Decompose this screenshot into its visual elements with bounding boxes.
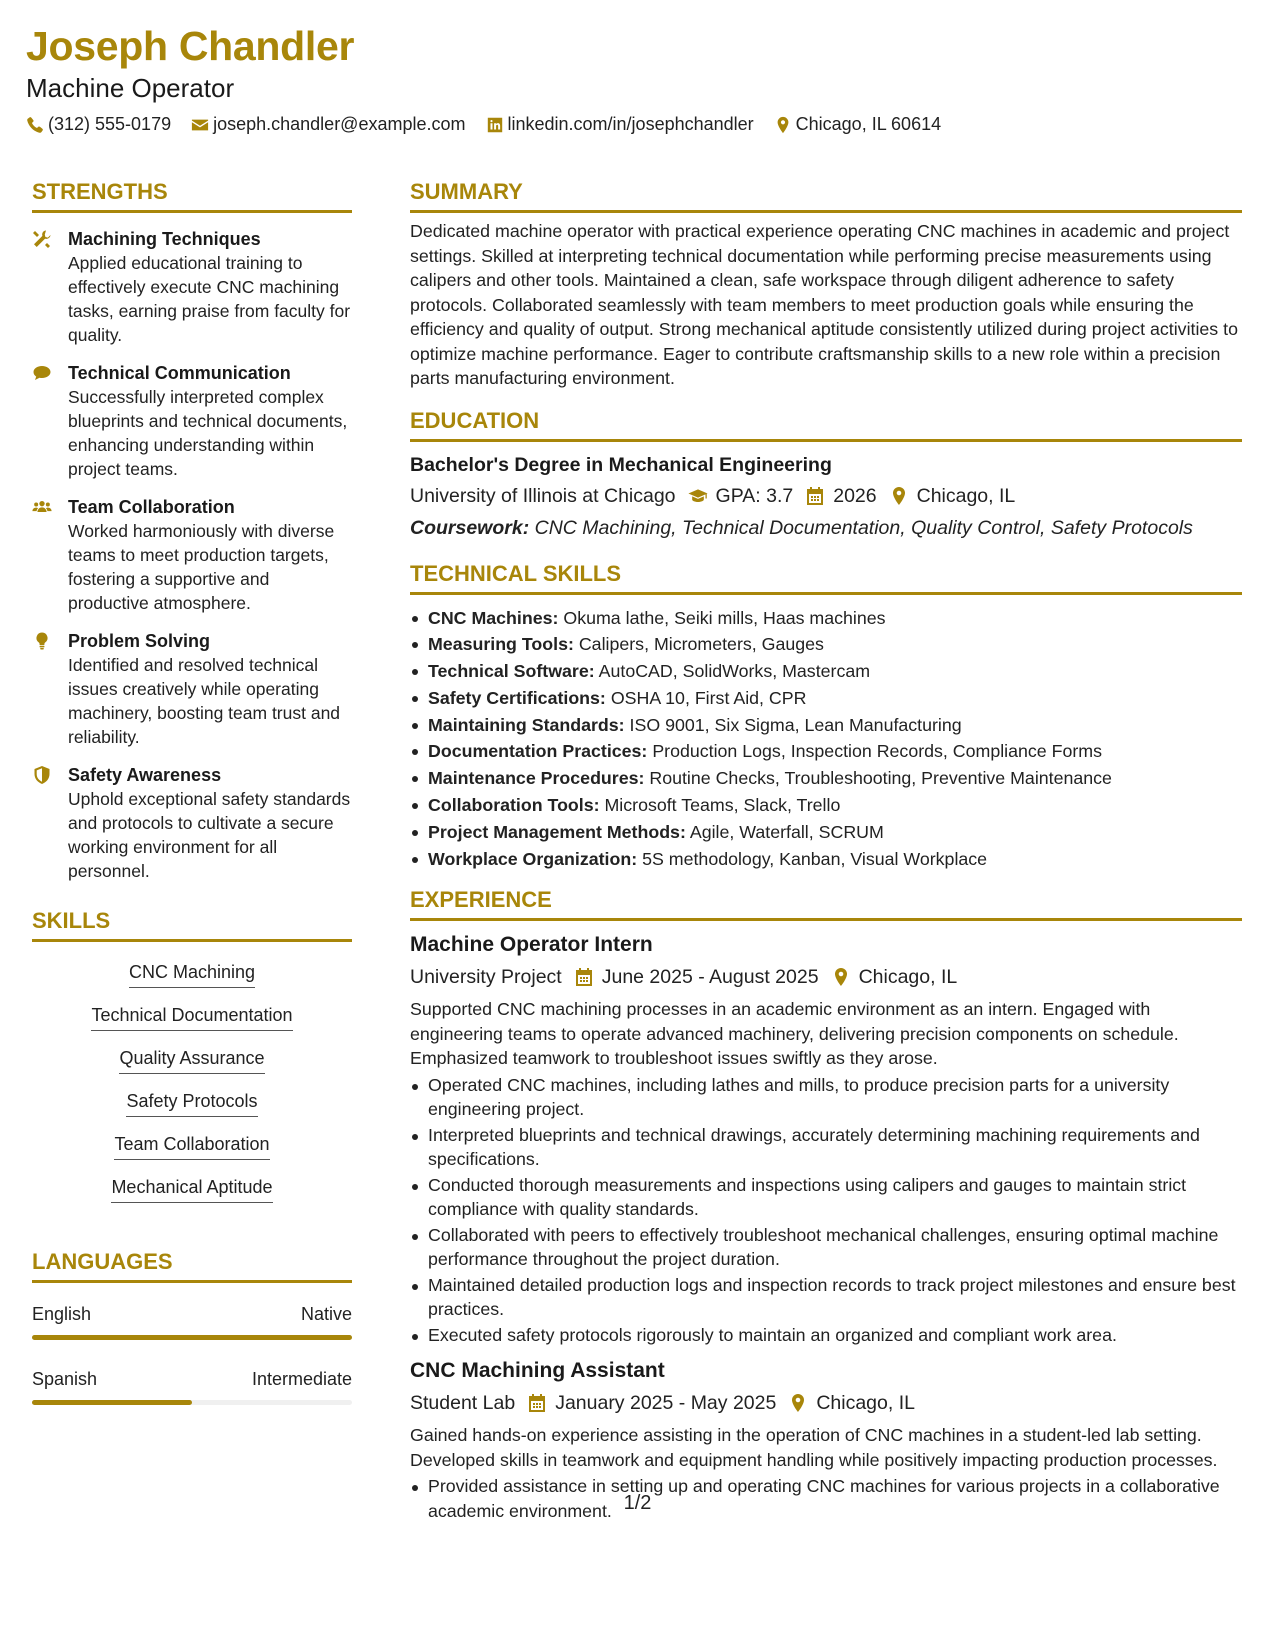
tech-skill-item: Safety Certifications: OSHA 10, First Aid, CPR — [410, 685, 1242, 712]
calendar-icon — [574, 967, 594, 987]
summary-heading: SUMMARY — [410, 178, 1242, 213]
calendar-icon — [805, 486, 825, 506]
map-pin-icon — [831, 967, 851, 987]
linkedin-icon — [486, 116, 504, 134]
strength-desc: Applied educational training to effectively execute CNC machining tasks, earning praise from faculty for quality. — [68, 253, 351, 345]
degree-title: Bachelor's Degree in Mechanical Engineering — [410, 453, 832, 476]
gpa: GPA: 3.7 — [715, 484, 794, 507]
strength-desc: Worked harmoniously with diverse teams to meet production targets, fostering a supportive and productive atmosphere. — [68, 521, 335, 613]
job-bullet: Collaborated with peers to effectively troubleshoot mechanical challenges, ensuring optimal machine performance throughout the project duration. — [410, 1223, 1242, 1272]
strength-item — [32, 495, 352, 615]
job-org: University Project — [410, 966, 562, 989]
strength-title: Safety Awareness — [68, 765, 222, 785]
coursework — [410, 514, 1242, 542]
tech-skill-item: Project Management Methods: Agile, Waterfall, SCRUM — [410, 819, 1242, 846]
email-icon — [191, 116, 209, 134]
phone-icon — [26, 116, 44, 134]
language-name: English — [32, 1304, 92, 1324]
strength-title: Team Collaboration — [68, 497, 235, 517]
job-bullet: Executed safety protocols rigorously to maintain an organized and compliant work area. — [410, 1323, 1242, 1348]
job-bullet: Conducted thorough measurements and inspections using calipers and gauges to maintain strict compliance with quality standards. — [410, 1173, 1242, 1222]
skill-tag: Mechanical Aptitude — [111, 1175, 272, 1203]
skills-heading: SKILLS — [32, 907, 352, 942]
job-org: Student Lab — [410, 1392, 516, 1415]
map-pin-icon — [788, 1393, 808, 1413]
calendar-icon — [527, 1393, 547, 1413]
job-bullet: Maintained detailed production logs and inspection records to track project milestones and ensure best practices. — [410, 1273, 1242, 1322]
job-bullet: Interpreted blueprints and technical drawings, accurately determining machining requirements and specifications. — [410, 1123, 1242, 1172]
coursework-label: Coursework: — [410, 516, 530, 539]
location-text: Chicago, IL 60614 — [795, 114, 942, 134]
language-proficiency-bar — [32, 1400, 352, 1405]
job-location: Chicago, IL — [858, 966, 958, 989]
strength-item — [32, 361, 352, 481]
technical-skills-list — [410, 605, 1242, 873]
linkedin-text[interactable]: linkedin.com/in/josephchandler — [507, 114, 754, 134]
strength-item — [32, 763, 352, 883]
job-title: Machine Operator Intern — [410, 933, 653, 957]
skills-list — [32, 954, 352, 1212]
language-proficiency-fill — [32, 1335, 352, 1340]
contact-phone — [26, 114, 171, 135]
job-location: Chicago, IL — [816, 1392, 915, 1415]
summary-text: Dedicated machine operator with practical experience operating CNC machines in academic and project settings. Skilled at interpreting technical documentation while performing precise measurements using calipers and other tools. Maintained a clean, safe workspace through diligent adherence to safety protocols. Collaborated seamlessly with team members to meet production goals while ensuring the efficiency and quality of output. Strong mechanical aptitude consistently utilized during project activities to optimize machine performance. Eager to contribute craftsmanship skills to a new role within a precision parts manufacturing environment. — [410, 221, 1238, 388]
strength-title: Technical Communication — [68, 363, 291, 383]
contact-location — [774, 114, 941, 135]
job-title: CNC Machining Assistant — [410, 1359, 665, 1383]
left-column — [32, 178, 352, 1405]
tech-skill-item: Workplace Organization: 5S methodology, Kanban, Visual Workplace — [410, 846, 1242, 873]
tools-icon — [32, 227, 56, 347]
graduation-year: 2026 — [833, 484, 877, 507]
language-level: Intermediate — [251, 1369, 352, 1389]
candidate-name: Joseph Chandler — [26, 23, 355, 69]
strength-item — [32, 629, 352, 749]
job-meta — [410, 963, 1242, 991]
language-proficiency-bar — [32, 1335, 352, 1340]
tech-skill-item: Documentation Practices: Production Logs, Inspection Records, Compliance Forms — [410, 738, 1242, 765]
job-bullet: Operated CNC machines, including lathes and mills, to produce precision parts for a university engineering project. — [410, 1073, 1242, 1122]
coursework-list: CNC Machining, Technical Documentation, Quality Control, Safety Protocols — [534, 516, 1193, 539]
shield-icon — [32, 763, 56, 883]
lightbulb-icon — [32, 629, 56, 749]
contact-linkedin — [486, 114, 754, 135]
strength-desc: Identified and resolved technical issues creatively while operating machinery, boosting team trust and reliability. — [68, 655, 341, 747]
tech-skill-item: CNC Machines: Okuma lathe, Seiki mills, Haas machines — [410, 605, 1242, 632]
candidate-title: Machine Operator — [26, 73, 235, 103]
languages-heading: LANGUAGES — [32, 1248, 352, 1283]
skill-tag: Quality Assurance — [119, 1046, 264, 1074]
map-pin-icon — [889, 486, 909, 506]
right-column — [410, 178, 1242, 1523]
page-number: 1/2 — [623, 1492, 652, 1514]
job-description: Gained hands-on experience assisting in the operation of CNC machines in a student-led lab setting. Developed skills in teamwork and equipment handling while positively impacting production processes. — [410, 1425, 1218, 1470]
strength-title: Machining Techniques — [68, 229, 261, 249]
job-description: Supported CNC machining processes in an academic environment as an intern. Engaged with engineering teams to operate advanced machinery, delivering precision components on schedule. Emphasized teamwork to troubleshoot issues swiftly as they arose. — [410, 999, 1179, 1069]
tech-skill-item: Maintaining Standards: ISO 9001, Six Sigma, Lean Manufacturing — [410, 712, 1242, 739]
job-bullet: Provided assistance in setting up and operating CNC machines for various projects in a collaborative academic environment. — [410, 1474, 1242, 1523]
contact-bar — [26, 114, 1245, 135]
language-item — [32, 1303, 352, 1340]
job-entry — [410, 931, 1242, 1347]
tech-skill-item: Measuring Tools: Calipers, Micrometers, Gauges — [410, 631, 1242, 658]
language-proficiency-fill — [32, 1400, 192, 1405]
experience-heading: EXPERIENCE — [410, 886, 1242, 921]
users-icon — [32, 495, 56, 615]
strength-desc: Successfully interpreted complex blueprints and technical documents, enhancing understanding within project teams. — [68, 387, 348, 479]
school-name: University of Illinois at Chicago — [410, 484, 676, 507]
strength-title: Problem Solving — [68, 631, 211, 651]
job-bullets — [410, 1073, 1242, 1348]
chat-icon — [32, 361, 56, 481]
job-dates: June 2025 - August 2025 — [601, 966, 819, 989]
education-location: Chicago, IL — [916, 484, 1016, 507]
skill-tag: Technical Documentation — [91, 1003, 292, 1031]
language-level: Native — [300, 1304, 352, 1324]
email-text[interactable]: joseph.chandler@example.com — [213, 114, 466, 134]
map-pin-icon — [774, 116, 792, 134]
job-dates: January 2025 - May 2025 — [555, 1392, 777, 1415]
language-item — [32, 1368, 352, 1405]
skill-tag: Safety Protocols — [126, 1089, 257, 1117]
skill-tag: CNC Machining — [129, 960, 255, 988]
resume-header — [26, 22, 1245, 135]
education-heading: EDUCATION — [410, 407, 1242, 442]
job-meta — [410, 1389, 1242, 1417]
tech-skill-item: Collaboration Tools: Microsoft Teams, Slack, Trello — [410, 792, 1242, 819]
strength-desc: Uphold exceptional safety standards and protocols to cultivate a secure working environment for all personnel. — [68, 789, 351, 881]
language-name: Spanish — [32, 1369, 98, 1389]
tech-skill-item: Maintenance Procedures: Routine Checks, Troubleshooting, Preventive Maintenance — [410, 765, 1242, 792]
graduation-cap-icon — [688, 486, 708, 506]
tech-skill-item: Technical Software: AutoCAD, SolidWorks, Mastercam — [410, 658, 1242, 685]
skill-tag: Team Collaboration — [114, 1132, 269, 1160]
phone-text[interactable]: (312) 555-0179 — [48, 114, 172, 134]
contact-email — [191, 114, 465, 135]
education-meta — [410, 482, 1242, 510]
technical-skills-heading: TECHNICAL SKILLS — [410, 560, 1242, 595]
strength-item — [32, 227, 352, 347]
strengths-heading: STRENGTHS — [32, 178, 352, 213]
